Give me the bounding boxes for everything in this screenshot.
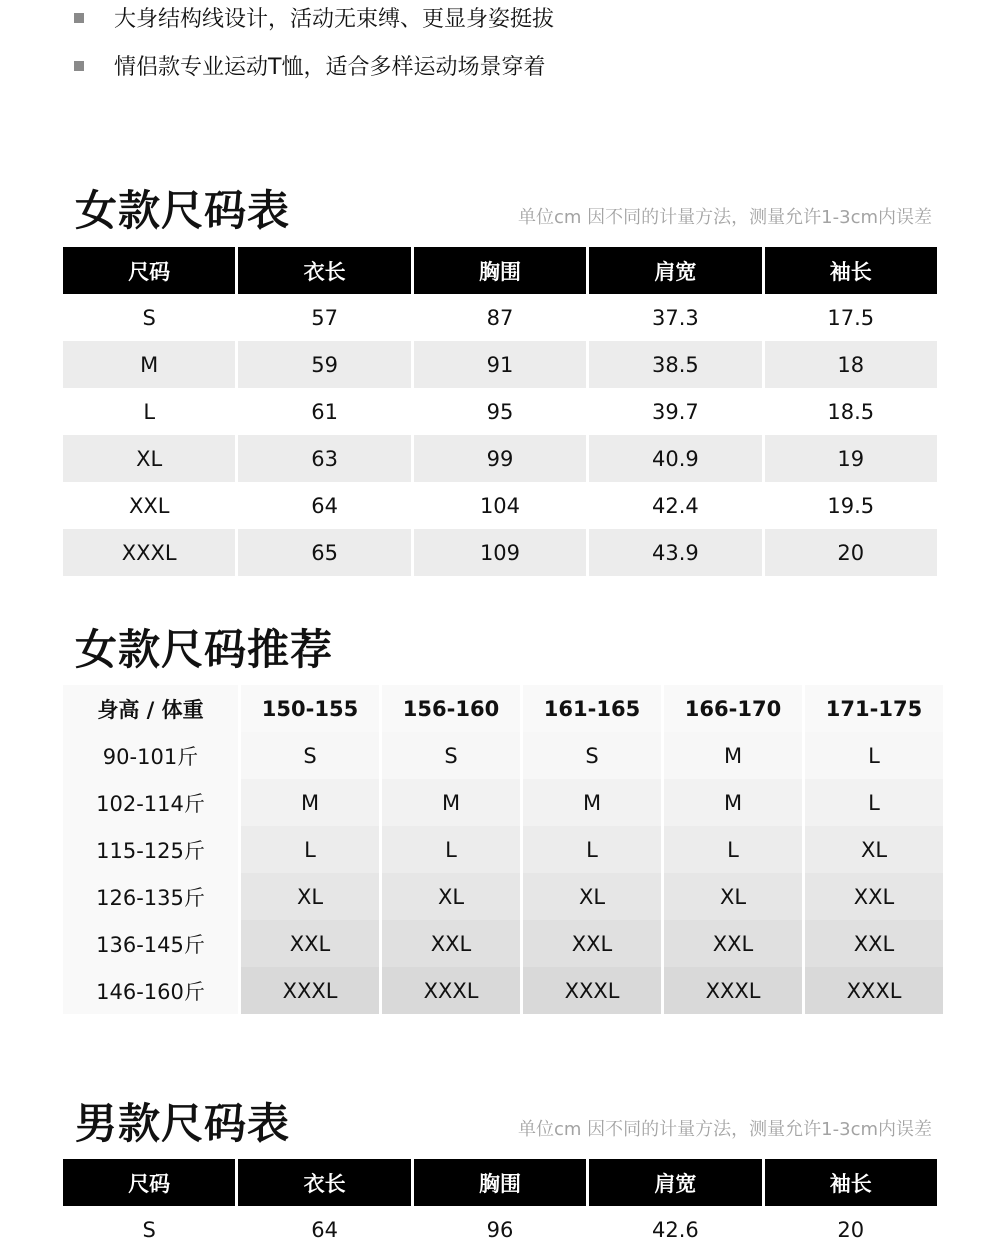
size-cell: L	[805, 779, 943, 826]
table-cell: 64	[311, 493, 338, 518]
size-cell: XXL	[805, 873, 943, 920]
size-cell: XL	[805, 826, 943, 873]
height-header-cell: 156-160	[382, 685, 520, 732]
table-header-cell: 衣长	[238, 1159, 410, 1206]
size-cell: XL	[523, 873, 661, 920]
table-header-cell: 袖长	[765, 247, 937, 294]
table-header-cell: 尺码	[63, 1159, 235, 1206]
weight-label-cell: 102-114斤	[63, 779, 238, 826]
table-cell: 57	[311, 305, 338, 330]
table-header-cell: 肩宽	[589, 1159, 761, 1206]
size-cell: L	[241, 826, 379, 873]
size-cell: XXXL	[664, 967, 802, 1014]
women-recommend-table	[63, 685, 937, 1014]
size-cell: XXXL	[382, 967, 520, 1014]
table-cell: 37.3	[652, 305, 699, 330]
size-cell: L	[523, 826, 661, 873]
size-cell: XXXL	[805, 967, 943, 1014]
table-cell: 91	[414, 341, 586, 388]
weight-label-cell: 90-101斤	[63, 732, 238, 779]
table-cell: 87	[486, 305, 514, 330]
table-corner-cell: 身高 / 体重	[63, 685, 238, 732]
table-cell: 20	[837, 1217, 865, 1242]
size-cell: XXL	[241, 920, 379, 967]
table-cell: 42.6	[652, 1217, 699, 1242]
size-cell: XXL	[382, 920, 520, 967]
table-cell: 20	[765, 529, 937, 576]
size-cell: M	[241, 779, 379, 826]
size-cell: M	[523, 779, 661, 826]
table-cell: 109	[414, 529, 586, 576]
size-cell: M	[664, 779, 802, 826]
size-cell: S	[523, 732, 661, 779]
table-cell: XXXL	[63, 529, 235, 576]
table-header-cell: 尺码	[63, 247, 235, 294]
table-cell: 104	[479, 493, 521, 518]
bullet-icon	[74, 61, 84, 71]
height-header-cell: 166-170	[664, 685, 802, 732]
table-cell: S	[142, 1217, 156, 1242]
height-header-cell: 171-175	[805, 685, 943, 732]
table-cell: L	[143, 399, 156, 424]
height-header-cell: 150-155	[241, 685, 379, 732]
women-size-table-title: 女款尺码表	[75, 186, 291, 235]
table-cell: 19	[765, 435, 937, 482]
feature-text: 大身结构线设计，活动无束缚、更显身姿挺拔	[114, 7, 555, 32]
size-cell: S	[382, 732, 520, 779]
women-size-table-note: 单位cm 因不同的计量方法，测量允许1-3cm内误差	[518, 207, 932, 228]
feature-item	[74, 50, 545, 81]
table-cell: 61	[311, 399, 338, 424]
size-cell: L	[664, 826, 802, 873]
feature-item	[74, 2, 554, 33]
size-cell: XL	[241, 873, 379, 920]
weight-label-cell: 146-160斤	[63, 967, 238, 1014]
weight-label-cell: 136-145斤	[63, 920, 238, 967]
table-cell: 63	[238, 435, 410, 482]
table-header-cell: 胸围	[414, 247, 586, 294]
table-cell: XL	[63, 435, 235, 482]
table-cell: 40.9	[589, 435, 761, 482]
table-header-cell: 胸围	[414, 1159, 586, 1206]
table-cell: 38.5	[589, 341, 761, 388]
size-cell: XXL	[805, 920, 943, 967]
table-cell: 96	[486, 1217, 514, 1242]
size-cell: XXL	[523, 920, 661, 967]
weight-label-cell: 126-135斤	[63, 873, 238, 920]
men-size-table	[63, 1159, 937, 1253]
height-header-cell: 161-165	[523, 685, 661, 732]
size-cell: M	[664, 732, 802, 779]
size-cell: XL	[382, 873, 520, 920]
size-cell: XXXL	[523, 967, 661, 1014]
bullet-icon	[74, 13, 84, 23]
table-cell: 59	[238, 341, 410, 388]
table-cell: 39.7	[652, 399, 699, 424]
table-cell: 99	[414, 435, 586, 482]
table-cell: 18	[765, 341, 937, 388]
women-recommend-title: 女款尺码推荐	[75, 625, 334, 674]
table-cell: M	[63, 341, 235, 388]
weight-label-cell: 115-125斤	[63, 826, 238, 873]
women-size-table	[63, 247, 937, 576]
table-cell: 65	[238, 529, 410, 576]
table-cell: 43.9	[589, 529, 761, 576]
table-header-cell: 袖长	[765, 1159, 937, 1206]
size-cell: L	[382, 826, 520, 873]
table-cell: XXL	[128, 493, 170, 518]
table-cell: 19.5	[827, 493, 875, 518]
men-size-table-note: 单位cm 因不同的计量方法，测量允许1-3cm内误差	[518, 1119, 932, 1140]
table-cell: 64	[311, 1217, 338, 1242]
table-cell: 42.4	[652, 493, 699, 518]
size-cell: XXL	[664, 920, 802, 967]
size-cell: XL	[664, 873, 802, 920]
size-cell: L	[805, 732, 943, 779]
size-cell: M	[382, 779, 520, 826]
size-cell: XXXL	[241, 967, 379, 1014]
table-cell: 17.5	[827, 305, 875, 330]
table-cell: 18.5	[827, 399, 875, 424]
feature-text: 情侣款专业运动T恤，适合多样运动场景穿着	[114, 55, 546, 80]
table-cell: 95	[486, 399, 514, 424]
table-header-cell: 肩宽	[589, 247, 761, 294]
size-cell: S	[241, 732, 379, 779]
table-header-cell: 衣长	[238, 247, 410, 294]
men-size-table-title: 男款尺码表	[75, 1099, 291, 1148]
table-cell: S	[142, 305, 156, 330]
